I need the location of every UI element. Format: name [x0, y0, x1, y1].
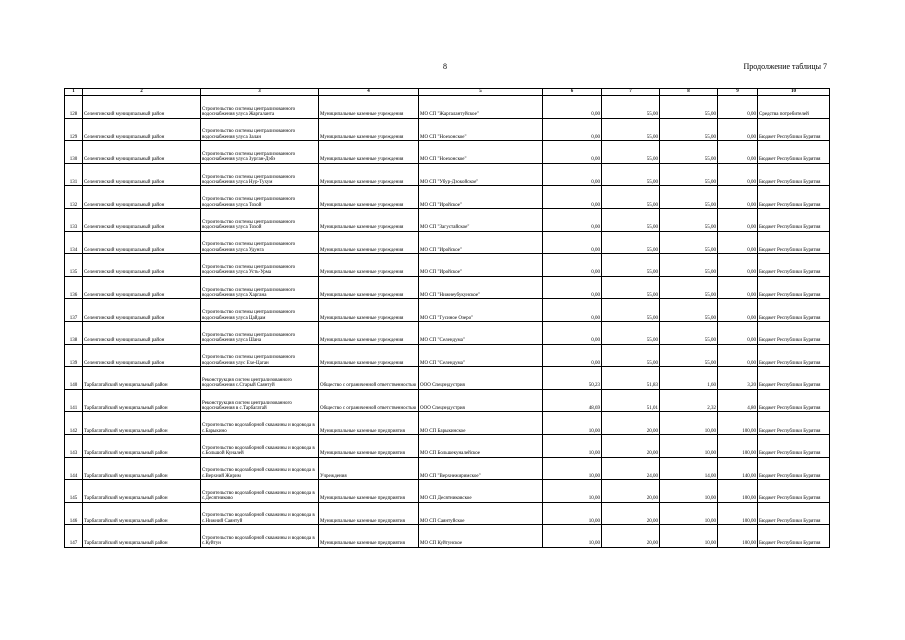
value-cell-9: 0,00	[718, 299, 758, 322]
funding-source-cell: Бюджет Республики Бурятия	[758, 231, 830, 254]
district-cell: Тарбагатайский муниципальный район	[83, 412, 201, 435]
page-number: 8	[443, 62, 447, 71]
responsible-org-cell: Общество с ограниченной ответственностью	[319, 367, 419, 390]
funding-source-cell: Бюджет Республики Бурятия	[758, 276, 830, 299]
responsible-org-cell: Муниципальные казенные предприятия	[319, 412, 419, 435]
municipality-cell: МО СП Куйтунское	[419, 525, 543, 548]
project-cell: Строительство системы централизованного водоснабжения улуса Удунга	[201, 231, 319, 254]
row-number: 138	[65, 321, 83, 344]
municipality-cell: МО СП "Ноехонское"	[419, 118, 543, 141]
funding-source-cell: Бюджет Республики Бурятия	[758, 389, 830, 412]
project-cell: Строительство системы централизованного водоснабжения улуса Залан	[201, 118, 319, 141]
value-cell-8: 55,00	[660, 208, 718, 231]
column-header: 1	[65, 89, 83, 96]
value-cell-7: 55,00	[602, 254, 660, 277]
project-cell: Строительство системы централизованного водоснабжения улуса Нур-Тухум	[201, 163, 319, 186]
row-number: 137	[65, 299, 83, 322]
row-number: 147	[65, 525, 83, 548]
value-cell-7: 51,01	[602, 389, 660, 412]
project-cell: Строительство системы централизованного водоснабжения улуса Жаргаланта	[201, 96, 319, 119]
project-cell: Строительство водозаборной скважины и водовода в с.Куйтун	[201, 525, 319, 548]
table-row	[65, 480, 830, 503]
value-cell-8: 55,00	[660, 118, 718, 141]
row-number: 144	[65, 457, 83, 480]
responsible-org-cell: Муниципальные казенные предприятия	[319, 502, 419, 525]
column-header: 9	[718, 89, 758, 96]
funding-source-cell: Средства потребителей	[758, 96, 830, 119]
value-cell-6: 0,00	[543, 118, 602, 141]
value-cell-6: 10,00	[543, 457, 602, 480]
funding-source-cell: Бюджет Республики Бурятия	[758, 344, 830, 367]
value-cell-9: 140,00	[718, 457, 758, 480]
table-row	[65, 389, 830, 412]
responsible-org-cell: Муниципальные казенные учреждения	[319, 276, 419, 299]
row-number: 128	[65, 96, 83, 119]
responsible-org-cell: Муниципальные казенные учреждения	[319, 186, 419, 209]
value-cell-8: 2,32	[660, 389, 718, 412]
district-cell: Селенгинский муниципальный район	[83, 231, 201, 254]
value-cell-9: 0,00	[718, 163, 758, 186]
table-row	[65, 254, 830, 277]
investment-program-table	[64, 88, 830, 548]
value-cell-6: 0,00	[543, 321, 602, 344]
value-cell-6: 0,00	[543, 344, 602, 367]
responsible-org-cell: Муниципальные казенные учреждения	[319, 208, 419, 231]
responsible-org-cell: Муниципальные казенные учреждения	[319, 254, 419, 277]
value-cell-6: 10,00	[543, 480, 602, 503]
district-cell: Тарбагатайский муниципальный район	[83, 480, 201, 503]
column-header: 4	[319, 89, 419, 96]
table-row	[65, 299, 830, 322]
value-cell-9: 100,00	[718, 434, 758, 457]
municipality-cell: МО СП "Иройское"	[419, 231, 543, 254]
value-cell-9: 0,00	[718, 141, 758, 164]
value-cell-9: 0,00	[718, 231, 758, 254]
funding-source-cell: Бюджет Республики Бурятия	[758, 480, 830, 503]
value-cell-8: 10,00	[660, 412, 718, 435]
value-cell-8: 14,00	[660, 457, 718, 480]
value-cell-7: 55,00	[602, 96, 660, 119]
value-cell-7: 20,00	[602, 480, 660, 503]
table-row	[65, 276, 830, 299]
row-number: 145	[65, 480, 83, 503]
funding-source-cell: Бюджет Республики Бурятия	[758, 163, 830, 186]
value-cell-8: 55,00	[660, 186, 718, 209]
responsible-org-cell: Муниципальные казенные учреждения	[319, 344, 419, 367]
project-cell: Строительство системы централизованного водоснабжения улуса Зурган-Дэбэ	[201, 141, 319, 164]
municipality-cell: МО СП "Убур-Дзокойское"	[419, 163, 543, 186]
value-cell-9: 100,00	[718, 502, 758, 525]
value-cell-9: 0,00	[718, 254, 758, 277]
district-cell: Селенгинский муниципальный район	[83, 186, 201, 209]
table-row	[65, 367, 830, 390]
row-number: 140	[65, 367, 83, 390]
district-cell: Тарбагатайский муниципальный район	[83, 502, 201, 525]
value-cell-8: 10,00	[660, 434, 718, 457]
responsible-org-cell: Муниципальные казенные учреждения	[319, 299, 419, 322]
value-cell-7: 20,00	[602, 434, 660, 457]
value-cell-6: 0,00	[543, 299, 602, 322]
funding-source-cell: Бюджет Республики Бурятия	[758, 367, 830, 390]
project-cell: Строительство системы централизованного водоснабжения улус Ехе-Цаган	[201, 344, 319, 367]
municipality-cell: МО СП Барыкинское	[419, 412, 543, 435]
funding-source-cell: Бюджет Республики Бурятия	[758, 118, 830, 141]
project-cell: Строительство системы централизованного водоснабжения улуса Усть-Урма	[201, 254, 319, 277]
table-row	[65, 186, 830, 209]
responsible-org-cell: Муниципальные казенные предприятия	[319, 525, 419, 548]
municipality-cell: МО СП "Ноехонское"	[419, 141, 543, 164]
value-cell-7: 20,00	[602, 502, 660, 525]
column-header: 8	[660, 89, 718, 96]
responsible-org-cell: Учреждения	[319, 457, 419, 480]
row-number: 141	[65, 389, 83, 412]
funding-source-cell: Бюджет Республики Бурятия	[758, 502, 830, 525]
value-cell-7: 55,00	[602, 141, 660, 164]
responsible-org-cell: Общество с ограниченной ответственностью	[319, 389, 419, 412]
value-cell-8: 55,00	[660, 276, 718, 299]
column-header: 3	[201, 89, 319, 96]
table-row	[65, 163, 830, 186]
value-cell-6: 10,00	[543, 412, 602, 435]
funding-source-cell: Бюджет Республики Бурятия	[758, 186, 830, 209]
value-cell-8: 55,00	[660, 141, 718, 164]
value-cell-9: 0,00	[718, 208, 758, 231]
value-cell-7: 55,00	[602, 276, 660, 299]
value-cell-8: 10,00	[660, 480, 718, 503]
row-number: 130	[65, 141, 83, 164]
district-cell: Селенгинский муниципальный район	[83, 141, 201, 164]
municipality-cell: МО СП "Жаргалантуйское"	[419, 96, 543, 119]
municipality-cell: МО СП "Селендума"	[419, 344, 543, 367]
district-cell: Селенгинский муниципальный район	[83, 344, 201, 367]
project-cell: Строительство водозаборной скважины и водовода в с.Верхний Жирим	[201, 457, 319, 480]
project-cell: Реконструкция систем централизованного водоснабжения в с.Тарбагатай	[201, 389, 319, 412]
value-cell-7: 20,00	[602, 412, 660, 435]
responsible-org-cell: Муниципальные казенные учреждения	[319, 163, 419, 186]
municipality-cell: МО СП "Иройское"	[419, 254, 543, 277]
table-row	[65, 457, 830, 480]
row-number: 134	[65, 231, 83, 254]
value-cell-9: 100,00	[718, 525, 758, 548]
funding-source-cell: Бюджет Республики Бурятия	[758, 208, 830, 231]
funding-source-cell: Бюджет Республики Бурятия	[758, 434, 830, 457]
table-row	[65, 118, 830, 141]
value-cell-7: 55,00	[602, 163, 660, 186]
project-cell: Строительство системы централизованного водоснабжения улуса Цайдам	[201, 299, 319, 322]
funding-source-cell: Бюджет Республики Бурятия	[758, 321, 830, 344]
district-cell: Селенгинский муниципальный район	[83, 276, 201, 299]
value-cell-7: 20,00	[602, 525, 660, 548]
table-row	[65, 344, 830, 367]
value-cell-8: 1,60	[660, 367, 718, 390]
row-number: 146	[65, 502, 83, 525]
value-cell-6: 0,00	[543, 163, 602, 186]
row-number: 143	[65, 434, 83, 457]
value-cell-7: 55,00	[602, 321, 660, 344]
table-continuation-caption: Продолжение таблицы 7	[743, 62, 827, 71]
project-cell: Реконструкция систем централизованного водоснабжения с.Старый Саянтуй	[201, 367, 319, 390]
value-cell-8: 55,00	[660, 96, 718, 119]
table-row	[65, 502, 830, 525]
value-cell-8: 10,00	[660, 525, 718, 548]
district-cell: Селенгинский муниципальный район	[83, 208, 201, 231]
table-row	[65, 434, 830, 457]
responsible-org-cell: Муниципальные казенные предприятия	[319, 434, 419, 457]
funding-source-cell: Бюджет Республики Бурятия	[758, 412, 830, 435]
value-cell-9: 0,00	[718, 321, 758, 344]
value-cell-9: 0,00	[718, 118, 758, 141]
responsible-org-cell: Муниципальные казенные учреждения	[319, 118, 419, 141]
project-cell: Строительство системы централизованного водоснабжения улуса Тохой	[201, 208, 319, 231]
district-cell: Селенгинский муниципальный район	[83, 96, 201, 119]
row-number: 139	[65, 344, 83, 367]
value-cell-7: 55,00	[602, 208, 660, 231]
column-header: 5	[419, 89, 543, 96]
municipality-cell: МО СП "Загустайское"	[419, 208, 543, 231]
column-header: 2	[83, 89, 201, 96]
value-cell-8: 55,00	[660, 163, 718, 186]
project-cell: Строительство системы централизованного водоснабжения улуса Шана	[201, 321, 319, 344]
district-cell: Селенгинский муниципальный район	[83, 321, 201, 344]
value-cell-9: 100,00	[718, 480, 758, 503]
funding-source-cell: Бюджет Республики Бурятия	[758, 525, 830, 548]
column-header: 7	[602, 89, 660, 96]
funding-source-cell: Бюджет Республики Бурятия	[758, 141, 830, 164]
value-cell-7: 55,00	[602, 186, 660, 209]
funding-source-cell: Бюджет Республики Бурятия	[758, 254, 830, 277]
municipality-cell: МО СП "Гусиное Озеро"	[419, 299, 543, 322]
value-cell-6: 50,23	[543, 367, 602, 390]
value-cell-9: 4,80	[718, 389, 758, 412]
value-cell-6: 10,00	[543, 434, 602, 457]
municipality-cell: МО СП "Нижнеубукунское"	[419, 276, 543, 299]
value-cell-9: 100,00	[718, 412, 758, 435]
table-row	[65, 231, 830, 254]
row-number: 136	[65, 276, 83, 299]
table-row	[65, 208, 830, 231]
value-cell-6: 0,00	[543, 141, 602, 164]
responsible-org-cell: Муниципальные казенные учреждения	[319, 321, 419, 344]
value-cell-6: 10,00	[543, 502, 602, 525]
municipality-cell: МО СП Саянтуйское	[419, 502, 543, 525]
row-number: 131	[65, 163, 83, 186]
value-cell-9: 0,00	[718, 276, 758, 299]
column-header: 6	[543, 89, 602, 96]
municipality-cell: МО СП "Верхнежиримское"	[419, 457, 543, 480]
table-row	[65, 525, 830, 548]
table-row	[65, 321, 830, 344]
table-row	[65, 141, 830, 164]
column-header: 10	[758, 89, 830, 96]
district-cell: Тарбагатайский муниципальный район	[83, 367, 201, 390]
value-cell-6: 0,00	[543, 186, 602, 209]
responsible-org-cell: Муниципальные казенные учреждения	[319, 96, 419, 119]
municipality-cell: МО СП Большекуналейское	[419, 434, 543, 457]
value-cell-7: 55,00	[602, 231, 660, 254]
municipality-cell: МО СП Десятниковское	[419, 480, 543, 503]
value-cell-6: 10,00	[543, 525, 602, 548]
row-number: 129	[65, 118, 83, 141]
responsible-org-cell: Муниципальные казенные учреждения	[319, 141, 419, 164]
project-cell: Строительство системы централизованного водоснабжения улуса Харгана	[201, 276, 319, 299]
project-cell: Строительство водозаборной скважины и водовода в с.Большой Куналей	[201, 434, 319, 457]
funding-source-cell: Бюджет Республики Бурятия	[758, 299, 830, 322]
value-cell-8: 55,00	[660, 254, 718, 277]
value-cell-7: 55,00	[602, 299, 660, 322]
municipality-cell: ООО Спецэндустрия	[419, 367, 543, 390]
project-cell: Строительство водозаборной скважины и водовода в с.Десятниково	[201, 480, 319, 503]
value-cell-8: 55,00	[660, 299, 718, 322]
value-cell-9: 0,00	[718, 96, 758, 119]
district-cell: Селенгинский муниципальный район	[83, 254, 201, 277]
value-cell-9: 0,00	[718, 344, 758, 367]
value-cell-6: 48,69	[543, 389, 602, 412]
table-row	[65, 412, 830, 435]
value-cell-9: 3,20	[718, 367, 758, 390]
responsible-org-cell: Муниципальные казенные учреждения	[319, 231, 419, 254]
row-number: 132	[65, 186, 83, 209]
district-cell: Тарбагатайский муниципальный район	[83, 457, 201, 480]
value-cell-7: 55,00	[602, 344, 660, 367]
row-number: 135	[65, 254, 83, 277]
row-number: 133	[65, 208, 83, 231]
value-cell-8: 10,00	[660, 502, 718, 525]
municipality-cell: МО СП "Иройское"	[419, 186, 543, 209]
value-cell-8: 55,00	[660, 231, 718, 254]
district-cell: Тарбагатайский муниципальный район	[83, 525, 201, 548]
district-cell: Тарбагатайский муниципальный район	[83, 389, 201, 412]
project-cell: Строительство системы централизованного водоснабжения улуса Тохой	[201, 186, 319, 209]
district-cell: Селенгинский муниципальный район	[83, 118, 201, 141]
value-cell-7: 55,00	[602, 118, 660, 141]
value-cell-8: 55,00	[660, 344, 718, 367]
municipality-cell: МО СП "Селендума"	[419, 321, 543, 344]
value-cell-7: 51,83	[602, 367, 660, 390]
value-cell-6: 0,00	[543, 208, 602, 231]
funding-source-cell: Бюджет Республики Бурятия	[758, 457, 830, 480]
value-cell-6: 0,00	[543, 231, 602, 254]
value-cell-7: 24,00	[602, 457, 660, 480]
project-cell: Строительство водозаборной скважины и водовода в с.Нижний Саянтуй	[201, 502, 319, 525]
value-cell-6: 0,00	[543, 276, 602, 299]
table-row	[65, 96, 830, 119]
value-cell-6: 0,00	[543, 254, 602, 277]
district-cell: Тарбагатайский муниципальный район	[83, 434, 201, 457]
project-cell: Строительство водозаборной скважины и водовода в с.Барыкино	[201, 412, 319, 435]
municipality-cell: ООО Спецэндустрия	[419, 389, 543, 412]
value-cell-9: 0,00	[718, 186, 758, 209]
column-number-row	[65, 89, 830, 96]
responsible-org-cell: Муниципальные казенные предприятия	[319, 480, 419, 503]
value-cell-8: 55,00	[660, 321, 718, 344]
value-cell-6: 0,00	[543, 96, 602, 119]
district-cell: Селенгинский муниципальный район	[83, 299, 201, 322]
district-cell: Селенгинский муниципальный район	[83, 163, 201, 186]
row-number: 142	[65, 412, 83, 435]
